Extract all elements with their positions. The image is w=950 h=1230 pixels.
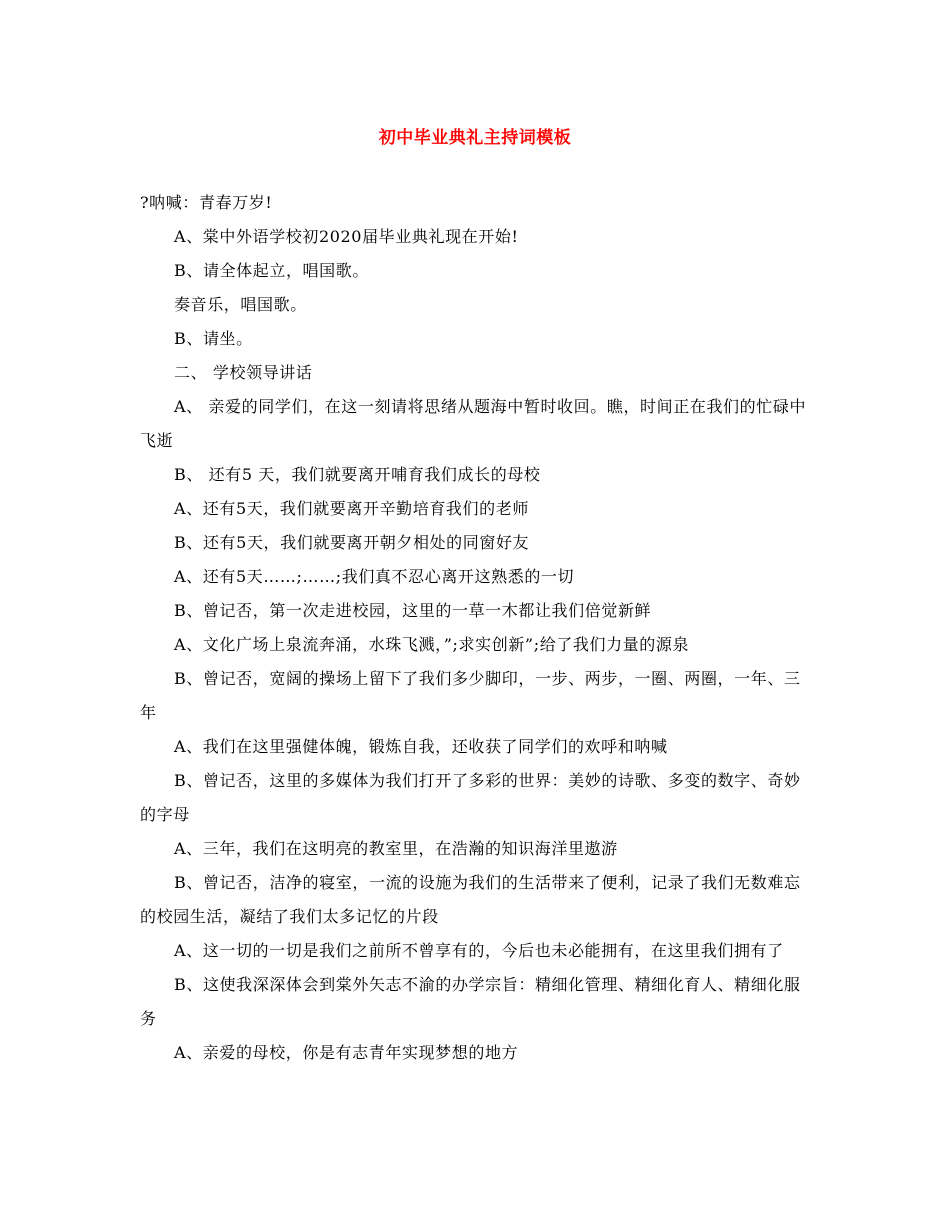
- paragraph: A、亲爱的母校，你是有志青年实现梦想的地方: [174, 1043, 519, 1062]
- paragraph: A、 亲爱的同学们，在这一刻请将思绪从题海中暂时收回。瞧，时间正在我们的忙碌中飞逝: [140, 397, 807, 450]
- paragraph: B、曾记否，这里的多媒体为我们打开了多彩的世界：美妙的诗歌、多变的数字、奇妙的字母: [140, 771, 801, 824]
- paragraph: B、曾记否，第一次走进校园，这里的一草一木都让我们倍觉新鲜: [174, 601, 652, 620]
- document-body: [140, 186, 815, 1070]
- paragraph: 二、 学校领导讲话: [174, 363, 313, 382]
- paragraph: B、曾记否，宽阔的操场上留下了我们多少脚印，一步、两步，一圈、两圈，一年、三年: [140, 669, 801, 722]
- paragraph: A、还有5天，我们就要离开辛勤培育我们的老师: [174, 499, 529, 518]
- paragraph: 奏音乐，唱国歌。: [174, 295, 307, 314]
- paragraph: A、我们在这里强健体魄，锻炼自我，还收获了同学们的欢呼和呐喊: [174, 737, 668, 756]
- paragraph: B、还有5天，我们就要离开朝夕相处的同窗好友: [174, 533, 530, 552]
- paragraph: A、棠中外语学校初2020届毕业典礼现在开始!: [174, 227, 519, 246]
- paragraph: B、请全体起立，唱国歌。: [174, 261, 369, 280]
- paragraph: B、请坐。: [174, 329, 253, 348]
- paragraph: A、三年，我们在这明亮的教室里，在浩瀚的知识海洋里遨游: [174, 839, 618, 858]
- paragraph: A、这一切的一切是我们之前所不曾享有的，今后也未必能拥有，在这里我们拥有了: [174, 941, 784, 960]
- paragraph: A、还有5天……;……;我们真不忍心离开这熟悉的一切: [174, 567, 575, 586]
- document-title: 初中毕业典礼主持词模板: [378, 128, 572, 148]
- paragraph: B、曾记否，洁净的寝室，一流的设施为我们的生活带来了便利，记录了我们无数难忘的校园生活，凝结了我们太多记忆的片段: [140, 873, 801, 926]
- paragraph: B、这使我深深体会到棠外矢志不渝的办学宗旨：精细化管理、精细化育人、精细化服务: [140, 975, 801, 1028]
- paragraph: B、 还有5 天，我们就要离开哺育我们成长的母校: [174, 465, 541, 484]
- paragraph: A、文化广场上泉流奔涌，水珠飞溅，”;求实创新”;给了我们力量的源泉: [174, 635, 690, 654]
- paragraph: ?呐喊：青春万岁!: [140, 193, 273, 212]
